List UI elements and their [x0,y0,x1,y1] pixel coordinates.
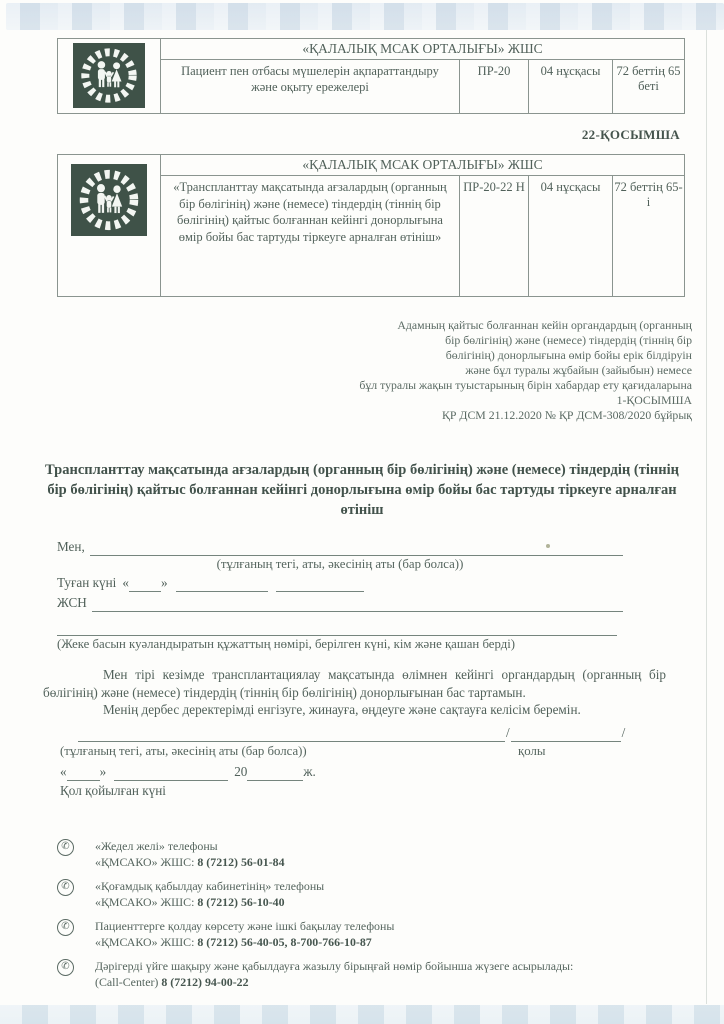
phone-number: 8 (7212) 56-10-40 [197,895,285,909]
slash: / [621,724,626,740]
legal-ref-line: бөлігінің) донорлығына өмір бойы ерік білдіруін [445,348,692,362]
quote-close: » [99,763,107,779]
signature-line [78,723,628,742]
contact-item [57,918,657,951]
date-year-blank [247,766,303,781]
contact-item [57,958,657,991]
doc-title-cell: Пациент пен отбасы мүшелерін ақпараттандыру және оқыту ережелері [161,60,460,114]
doc-version-cell: 04 нұсқасы [529,176,613,297]
contact-item [57,838,657,871]
scan-artifact-dot [546,544,550,548]
legal-ref-line: бұл туралы жақын туыстарының бірін хабардар ету қағидаларына [359,378,692,392]
legal-reference-block [0,318,692,423]
phone-icon: ✆ [57,919,74,936]
contact-item [57,878,657,911]
consent-paragraph: Менің дербес деректерімді енгізуге, жинауға, өңдеуге және сақтауға келісім беремін. [103,702,581,717]
header-table-2 [57,154,685,297]
signature-date-line [60,762,628,781]
scan-artifact-top-band [6,3,724,30]
contact-text [95,918,394,951]
birthdate-line [57,573,623,592]
contact-text [95,958,573,991]
fullname-hint: (тұлғаның тегі, аты, әкесінің аты (бар болса)) [216,557,464,571]
date-day-blank [67,766,100,781]
phone-icon: ✆ [57,879,74,896]
date-month-blank [114,766,228,781]
contact-label: Пациенттерге қолдау көрсету және ішкі бақылау телефоны [95,918,395,933]
contact-text [95,878,324,911]
scan-artifact-right-edge [706,30,707,1004]
quote-open: « [60,763,67,779]
fullname-line [57,537,623,556]
annex-label: 22-ҚОСЫМША [581,127,680,142]
form-title: Транспланттау мақсатында ағзалардың (органның бір бөлігінің) және (немесе) тіндердің (тіннің бір бөлігінің) қайтыс болғаннан кейінгі донорлығына өмір бойы бас тартуды тіркеуге арналған өтініш [45,462,679,518]
doc-code-cell: ПР-20 [460,60,529,114]
id-document-line [57,621,623,636]
signature-label: қолы [518,743,546,758]
contact-phone-line [95,974,573,991]
birth-day-blank [129,577,161,592]
logo-cell [58,39,161,114]
contact-org: «ҚМСАКО» ЖШС: [95,935,198,949]
clinic-family-logo-icon [73,43,145,108]
scan-artifact-bottom-band [0,1005,724,1024]
contact-label: «Қоғамдық қабылдау кабинетінің» телефоны [95,878,325,893]
iin-blank [92,597,623,612]
phone-number: 8 (7212) 94-00-22 [161,975,249,989]
refusal-paragraph: Мен тірі кезімде трансплантациялау мақсатында өлімнен кейінгі органдардың (органның бір бөлігінің) және (немесе) тіндердің (тіннің бір бөлігінің) донорлығынан бас тартамын. [43,667,666,700]
contact-phone-line [95,854,285,871]
doc-pages-cell: 72 беттің 65 беті [613,60,685,114]
signature-section [60,723,628,800]
fullname-blank [90,541,623,556]
doc-code-cell: ПР-20-22 Н [460,176,529,297]
legal-ref-line: және бұл туралы жұбайын (зайыбын) немесе [465,363,692,377]
contact-org: (Call-Center) [95,975,162,989]
contact-org: «ҚМСАКО» ЖШС: [95,895,198,909]
phone-icon: ✆ [57,959,74,976]
contact-phone-line [95,894,324,911]
header-table-1 [57,38,685,114]
contact-org: «ҚМСАКО» ЖШС: [95,855,198,869]
contact-text [95,838,285,871]
signature-hints [60,742,628,760]
contact-label: «Жедел желі» телефоны [95,838,218,853]
iin-line [57,593,623,612]
quote-open: « [122,575,129,590]
birth-year-blank [276,577,364,592]
phone-number: 8 (7212) 56-40-05, 8-700-766-10-87 [197,935,372,949]
org-name: «ҚАЛАЛЫҚ МСАК ОРТАЛЫҒЫ» ЖШС [161,39,685,60]
quote-close: » [160,575,168,590]
legal-ref-line: бір бөлігінің) және (немесе) тіндердің (тіннің бір [445,333,692,347]
id-document-blank [57,621,617,636]
id-document-hint: (Жеке басын куәландыратын құжаттың нөмірі, берілген күні, кім және қашан берді) [57,637,516,651]
signature-blank [511,727,621,742]
legal-ref-line: Адамның қайтыс болғаннан кейін органдардың (органның [397,318,692,332]
org-name: «ҚАЛАЛЫҚ МСАК ОРТАЛЫҒЫ» ЖШС [161,155,685,176]
year-suffix: ж. [303,763,316,779]
iin-label: ЖСН [57,595,87,610]
logo-cell [58,155,161,297]
doc-pages-cell: 72 беттің 65-і [613,176,685,297]
contact-phone-line [95,934,394,951]
birthdate-label: Туған күні [57,575,117,590]
doc-title-cell: «Транспланттау мақсатында ағзалардың (органның бір бөлігінің) және (немесе) тіндердің (тіннің бір бөлігінің) қайтыс болғаннан кейінгі донорлығына өмір бойы бас тартуды тіркеуге арналған өтініш» [161,176,460,297]
men-label: Мен, [57,539,85,554]
birth-month-blank [176,577,268,592]
doc-version-cell: 04 нұсқасы [529,60,613,114]
slash: / [506,724,510,740]
phone-icon: ✆ [57,839,74,856]
legal-ref-order-line: ҚР ДСМ 21.12.2020 № ҚР ДСМ-308/2020 бұйрық [442,408,692,422]
signing-date-label: Қол қойылған күні [60,782,166,798]
signature-fullname-hint: (тұлғаның тегі, аты, әкесінің аты (бар болса)) [60,743,307,758]
phone-number: 8 (7212) 56-01-84 [197,855,285,869]
contact-section [57,838,657,991]
legal-ref-annex-line: 1-ҚОСЫМША [616,393,692,407]
century-prefix: 20 [234,763,248,779]
signature-fullname-blank [78,727,505,742]
contact-label: Дәрігерді үйге шақыру және қабылдауға жазылу бірыңғай нөмір бойынша жүзеге асырылады: [95,958,574,973]
application-form [57,537,623,653]
clinic-family-logo-icon [71,164,147,236]
